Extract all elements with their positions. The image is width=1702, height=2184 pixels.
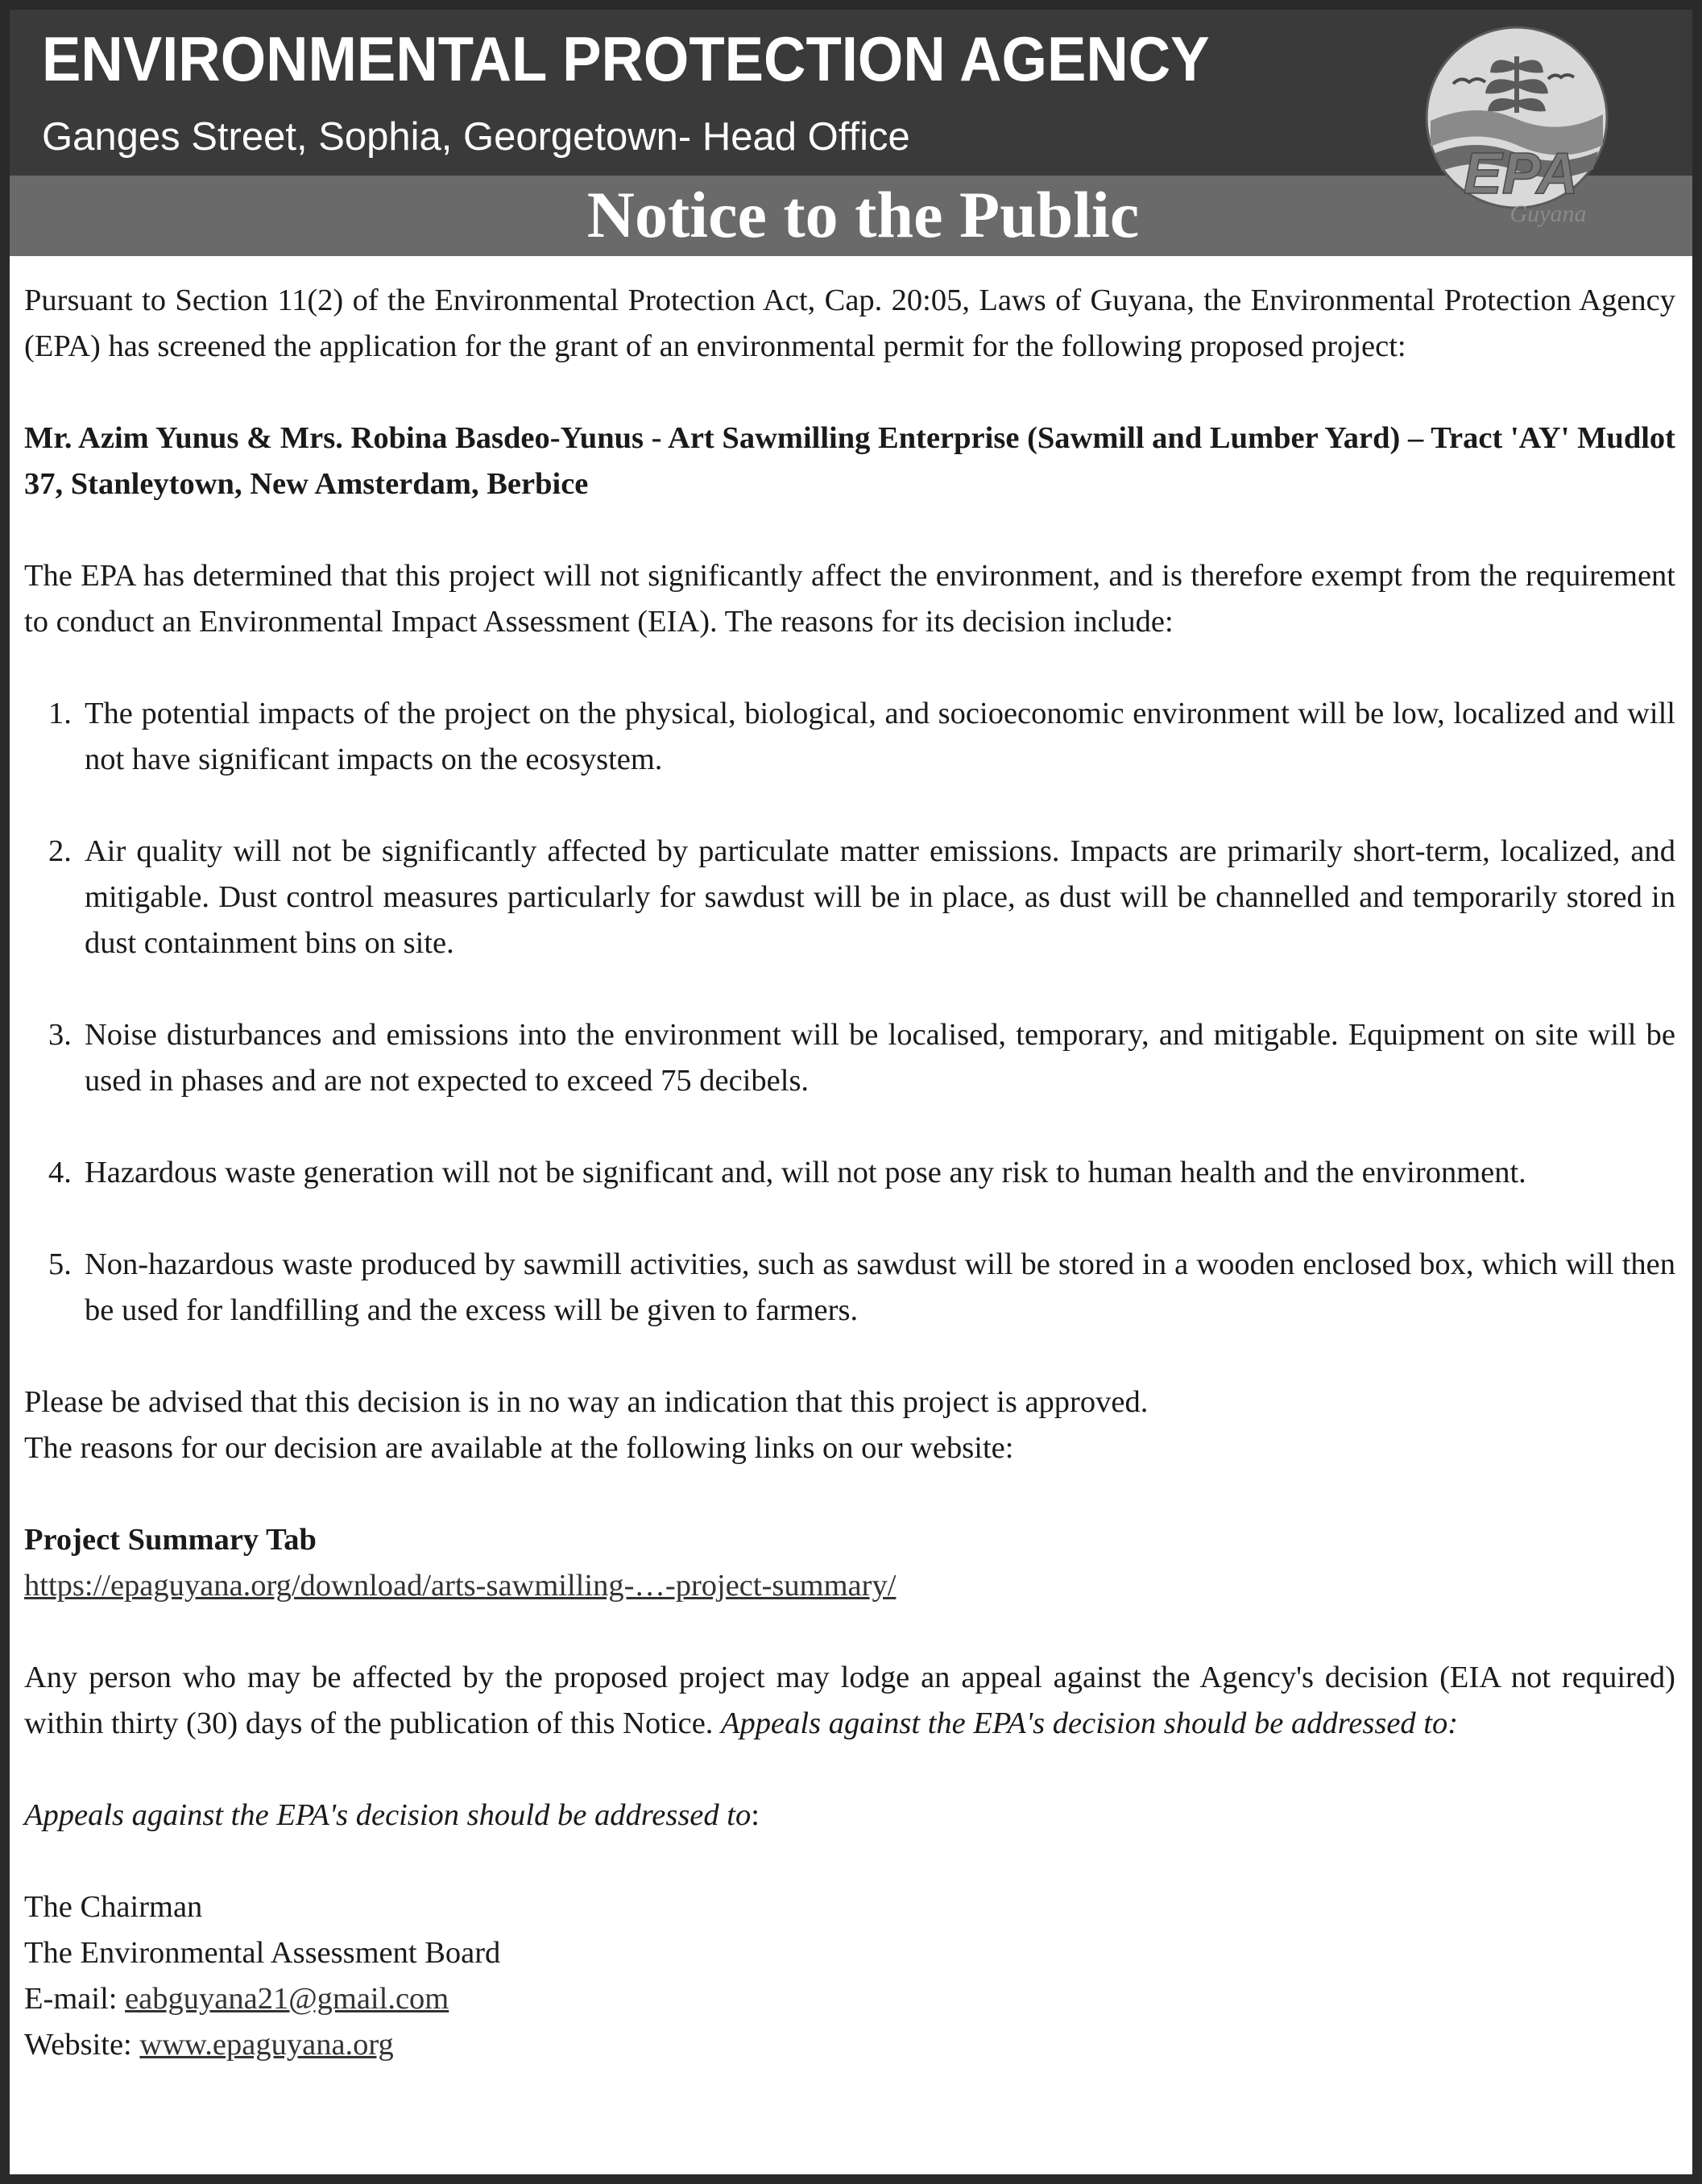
list-item [24,829,1675,966]
website-label: Website: [24,2028,140,2062]
notice-title: Notice to the Public [586,178,1140,251]
intro-paragraph: Pursuant to Section 11(2) of the Environmental Protection Act, Cap. 20:05, Laws of Guyana, the Environmental Protection Agency (EPA) has screened the application for the grant of an environmental permit for the following proposed project: [24,283,1675,363]
appeal-paragraph [24,1655,1675,1747]
addressed-line [24,1793,1675,1839]
addressed-colon: : [751,1798,760,1832]
reason-text: Non-hazardous waste produced by sawmill activities, such as sawdust will be stored in a wooden enclosed box, which will then be used for landfilling and the excess will be given to farmers. [85,1247,1675,1327]
reason-text: Noise disturbances and emissions into the environment will be localised, temporary, and mitigable. Equipment on site will be used in phases and are not expected to exceed 75 decibels. [85,1018,1675,1098]
project-summary-heading: Project Summary Tab [24,1523,317,1557]
reason-number: 1. [48,697,72,730]
email-label: E-mail: [24,1982,126,2016]
list-item [24,1242,1675,1334]
list-item [24,1012,1675,1104]
website-link[interactable]: www.epaguyana.org [139,2028,394,2062]
project-name: Mr. Azim Yunus & Mrs. Robina Basdeo-Yunus - Art Sawmilling Enterprise (Sawmill and Lumber Yard) – Tract 'AY' Mudlot 37, Stanleytown, New Amsterdam, Berbice [24,421,1675,501]
reason-number: 5. [48,1247,72,1281]
list-item [24,691,1675,783]
notice-body [24,278,1675,2068]
reasons-list [24,691,1675,1334]
reason-number: 2. [48,834,72,868]
reason-text: The potential impacts of the project on the physical, biological, and socioeconomic environment will be low, localized and will not have significant impacts on the ecosystem. [85,697,1675,776]
list-item [24,1150,1675,1196]
reason-number: 3. [48,1018,72,1052]
appeal-text: Any person who may be affected by the proposed project may lodge an appeal against the Agency's decision (EIA not required) within thirty (30) days of the publication of this Notice. [24,1661,1675,1740]
reason-text: Air quality will not be significantly affected by particulate matter emissions. Impacts are primarily short-term, localized, and mitigable. Dust control measures particularly for sawdust will be in place, as dust will be channelled and temporarily stored in dust containment bins on site. [85,834,1675,960]
addressed-italic-text: Appeals against the EPA's decision should be addressed to [24,1798,752,1832]
advise-line-2: The reasons for our decision are available at the following links on our website: [24,1431,1014,1465]
email-link[interactable]: eabguyana21@gmail.com [125,1982,449,2016]
epa-logo [1411,24,1622,235]
contact-title: The Chairman [24,1890,203,1924]
determination-paragraph: The EPA has determined that this project will not significantly affect the environment, and is therefore exempt from the requirement to conduct an Environmental Impact Assessment (EIA). The reasons for its decision include: [24,559,1675,639]
logo-guyana-text: Guyana [1509,201,1587,227]
contact-board: The Environmental Assessment Board [24,1936,501,1970]
project-summary-link[interactable]: https://epaguyana.org/download/arts-sawmilling-…-project-summary/ [24,1569,897,1603]
contact-website-line [24,2022,1675,2068]
appeal-italic-text: Appeals against the EPA's decision should be addressed to: [721,1706,1459,1740]
agency-address: Ganges Street, Sophia, Georgetown- Head Office [42,115,910,159]
advise-line-1: Please be advised that this decision is in no way an indication that this project is approved. [24,1385,1149,1419]
contact-email-line [24,1976,1675,2022]
reason-number: 4. [48,1156,72,1189]
agency-name: ENVIRONMENTAL PROTECTION AGENCY [42,23,1210,94]
logo-epa-text: EPA [1463,142,1579,206]
reason-text: Hazardous waste generation will not be significant and, will not pose any risk to human health and the environment. [85,1156,1526,1189]
